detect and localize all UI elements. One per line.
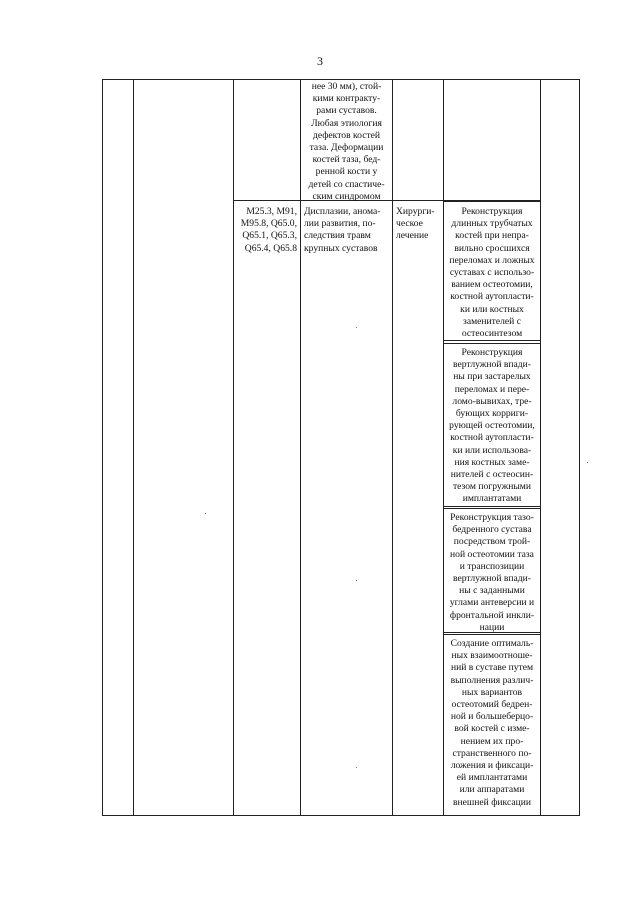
column-divider [133,79,134,816]
method-cell [443,634,541,816]
continued-description-cell: нее 30 мм), стой- кими контракту- рами суставов. Любая этиология дефектов костей таза. Деформации костей таза, бед- ренной кости у детей со спастиче- ским синдромом [308,81,385,202]
scan-speck [205,513,206,514]
description-cell: Дисплазии, анома- лии развития, по- следствия травм крупных суставов [304,206,381,254]
method-cell [443,508,541,633]
page-number: 3 [317,54,323,68]
method-cell [443,201,541,341]
method-cell [443,343,541,507]
method-text: Реконструкция вертлужной впади- ны при застарелых переломах и пере- ломо-вывихах, тре- бующих корриги- рующей остеотомии, костной аутопласти- ки или использова- ния костных заме- нителей с остеосин- тезом погружными имплантатами [449,347,535,505]
scan-speck [356,580,357,581]
method-text: Реконструкция длинных трубчатых костей при непра- вильно сросшихся переломах и ложных суставах с использо- ванием остеотомии, костной аутопласти- ки или костных заменителей с остеосинтезом [449,206,535,340]
codes-cell: M25.3, M91, M95.8, Q65.0, Q65.1, Q65.3, Q65.4, Q65.8 [240,206,297,254]
method-text: Создание оптималь- ных взаимоотноше- ний в суставе путем выполнения различ- ных вариантов остеотомий бедрен- ной и большеберцо- вой костей с изме- нением их про- странственного по- ложения и фиксаци- ей имплантатами или аппаратами внешней фиксации [450,638,534,808]
scan-speck [356,327,357,328]
scan-speck [356,767,357,768]
method-text: Реконструкция тазо- бедренного сустава посредством трой- ной остеотомии таза и транспозиции вертлужной впади- ны с заданными углами антеверсии и фронтальной инкли- нации [449,512,535,633]
column-divider [392,79,393,816]
column-divider [233,79,234,816]
column-divider [300,79,301,816]
treatment-cell: Хирурги- ческое лечение [396,206,435,242]
scan-speck [587,462,588,463]
